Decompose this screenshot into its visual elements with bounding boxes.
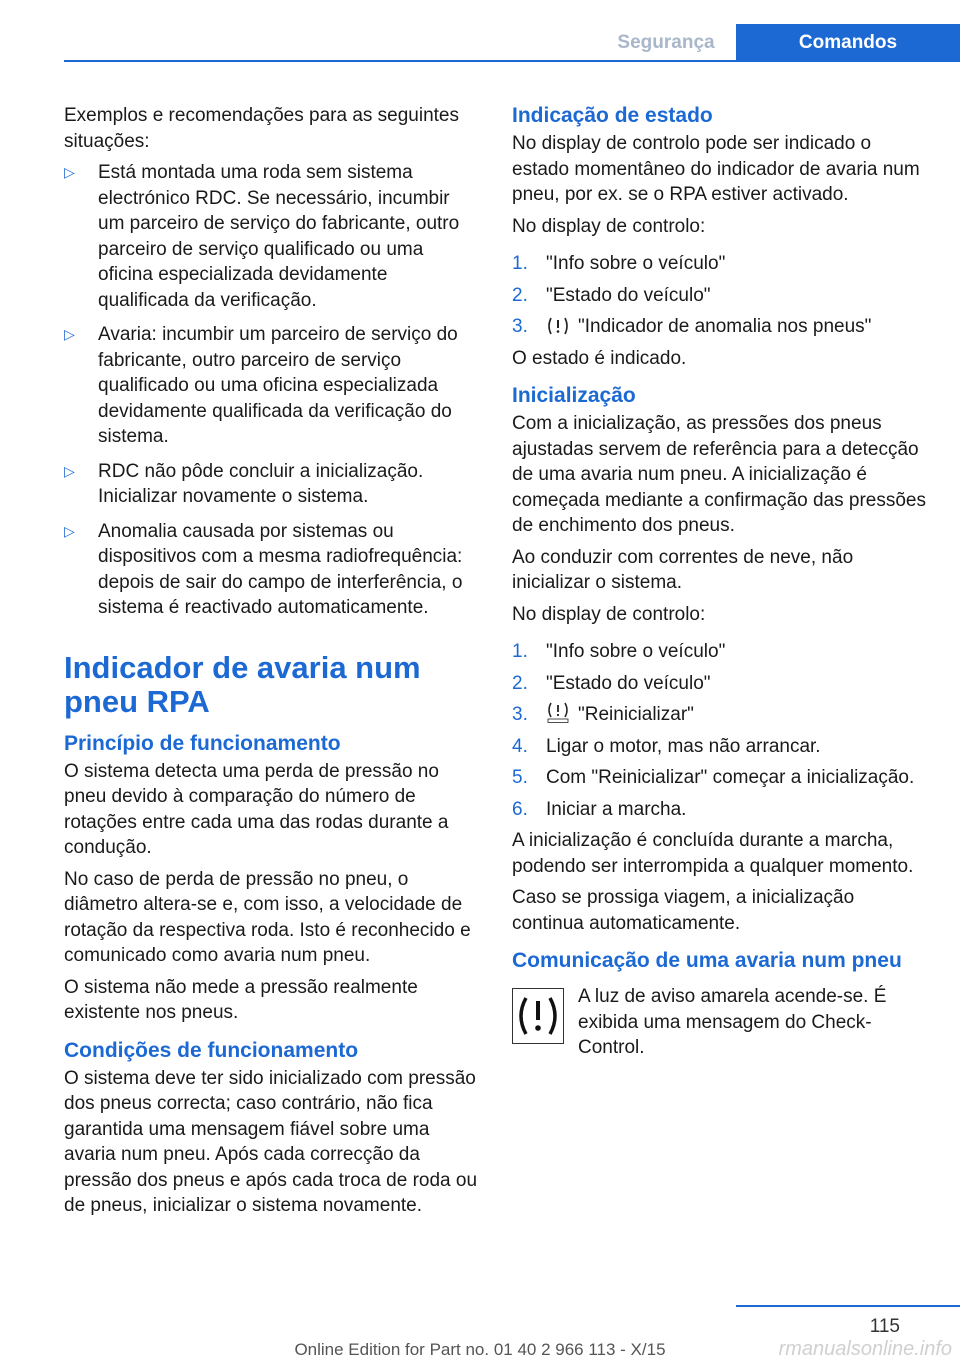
principle-paragraph: No caso de perda de pressão no pneu, o diâmetro altera-se e, com isso, a velocidade de rotação da respectiva roda. Isto é reconhecido e comunicado como avaria num pneu. bbox=[64, 868, 471, 966]
status-display-label: No display de controlo: bbox=[512, 215, 706, 237]
tire-warning-icon bbox=[546, 316, 570, 336]
comm-paragraph: A luz de aviso amarela acende-se. É exibida uma mensagem do Check-Control. bbox=[578, 986, 887, 1058]
tire-reset-icon bbox=[546, 702, 570, 724]
status-heading: Indicação de estado bbox=[512, 104, 713, 127]
principle-paragraph: O sistema detecta uma perda de pressão no pneu devido à comparação do número de rotações entre cada uma das rodas durante a condução. bbox=[64, 760, 449, 858]
list-item: ▷ Está montada uma roda sem sistema electrónico RDC. Se necessário, incumbir um parceiro de serviço do fabricante, outro parceiro de serviço qualificado ou uma oficina especializada devidamente qualificada da verificação. bbox=[64, 160, 480, 313]
conditions-heading: Condições de funcionamento bbox=[64, 1038, 359, 1062]
list-item: 1. "Info sobre o veículo" bbox=[512, 641, 726, 662]
status-steps bbox=[512, 251, 928, 340]
page-number: 115 bbox=[869, 1316, 900, 1337]
status-paragraph: No display de controlo pode ser indicado o estado momentâneo do indicador de avaria num pneu, por ex. se o RPA estiver activado. bbox=[512, 133, 920, 205]
watermark: rmanualsonline.info bbox=[778, 1338, 952, 1360]
list-item: 2. "Estado do veículo" bbox=[512, 284, 711, 306]
triangle-bullet-icon: ▷ bbox=[64, 462, 75, 479]
list-item: 1. "Info sobre o veículo" bbox=[512, 253, 726, 274]
list-item: 3. "Reinicializar" bbox=[512, 704, 694, 725]
triangle-bullet-icon: ▷ bbox=[64, 326, 75, 342]
list-item: 2. "Estado do veículo" bbox=[512, 672, 711, 694]
list-item: ▷ Avaria: incumbir um parceiro de serviço do fabricante, outro parceiro de serviço qualificado ou uma oficina especializada devidamente qualificada da verificação do sistema. bbox=[64, 322, 480, 450]
triangle-bullet-icon: ▷ bbox=[64, 522, 75, 539]
principle-paragraph: O sistema não mede a pressão realmente existente nos pneus. bbox=[64, 976, 418, 1023]
init-paragraph: A inicialização é concluída durante a marcha, podendo ser interrompida a qualquer momento. bbox=[512, 830, 914, 877]
warning-light-row bbox=[512, 984, 928, 1067]
status-result: O estado é indicado. bbox=[512, 347, 687, 369]
footer-rule bbox=[736, 1305, 960, 1307]
section-title: Indicador de avaria num pneu RPA bbox=[64, 649, 421, 719]
init-paragraph: Com a inicialização, as pressões dos pneus ajustadas servem de referência para a detecção de uma avaria num pneu. A inicialização é começada mediante a confirmação das pressões de enchimento dos pneus. bbox=[512, 413, 927, 536]
init-steps bbox=[512, 639, 928, 822]
triangle-bullet-icon: ▷ bbox=[64, 164, 75, 180]
tire-warning-light-icon bbox=[512, 988, 564, 1044]
list-item: 4. Ligar o motor, mas não arrancar. bbox=[512, 735, 821, 757]
init-paragraph: Caso se prossiga viagem, a inicialização continua automaticamente. bbox=[512, 887, 855, 934]
list-item: 3. "Indicador de anomalia nos pneus" bbox=[512, 316, 872, 337]
conditions-paragraph: O sistema deve ter sido inicializado com pressão dos pneus correcta; caso contrário, não fica garantida uma mensagem fiável sobre uma avaria num pneu. Após cada correcção da pressão dos pneus e após cada troca de roda ou de pneus, inicializar o sistema novamente. bbox=[64, 1067, 478, 1216]
list-item: 6. Iniciar a marcha. bbox=[512, 798, 687, 820]
right-column bbox=[512, 103, 928, 1067]
init-paragraph: Ao conduzir com correntes de neve, não inicializar o sistema. bbox=[512, 546, 854, 593]
list-item: 5. Com "Reinicializar" começar a inicialização. bbox=[512, 767, 915, 788]
list-item: ▷ Anomalia causada por sistemas ou dispositivos com a mesma radiofrequência: depois de sair do campo de interferência, o sistema é reactivado automaticamente. bbox=[64, 519, 480, 621]
principle-heading: Princípio de funcionamento bbox=[64, 731, 341, 755]
edition-footer: Online Edition for Part no. 01 40 2 966 113 - X/15 bbox=[294, 1340, 666, 1359]
init-heading: Inicialização bbox=[512, 384, 636, 407]
intro-text: Exemplos e recomendações para as seguintes situações: bbox=[64, 105, 460, 152]
tab-seguranca[interactable]: Segurança bbox=[617, 32, 715, 53]
comm-heading: Comunicação de uma avaria num pneu bbox=[512, 949, 902, 972]
tab-comandos[interactable]: Comandos bbox=[736, 24, 960, 62]
list-item: ▷ RDC não pôde concluir a inicialização. Inicializar novamente o sistema. bbox=[64, 459, 480, 510]
init-display-label: No display de controlo: bbox=[512, 603, 706, 625]
left-column bbox=[64, 103, 480, 1225]
